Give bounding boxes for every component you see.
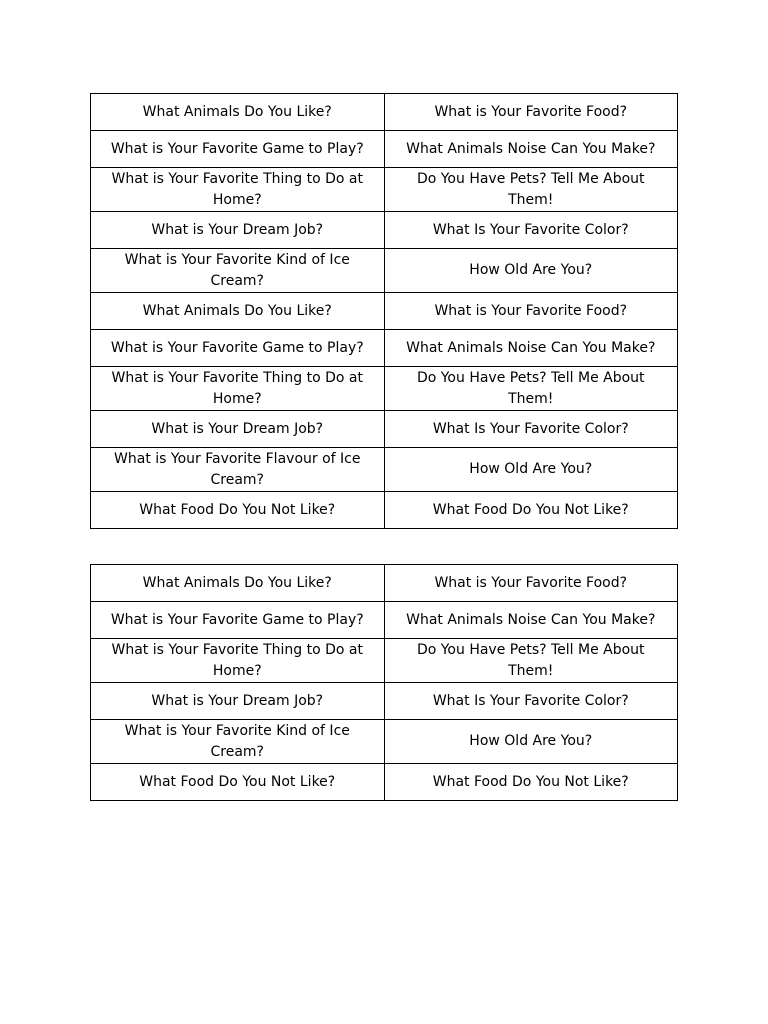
- question-cell: What is Your Favorite Thing to Do at Home?: [91, 639, 385, 683]
- question-cell: What Food Do You Not Like?: [384, 764, 678, 801]
- table-row: [91, 411, 678, 448]
- question-cell: What is Your Favorite Game to Play?: [91, 131, 385, 168]
- question-table-1: [90, 93, 678, 529]
- question-cell: What is Your Favorite Game to Play?: [91, 330, 385, 367]
- table-row: [91, 293, 678, 330]
- table-row: [91, 720, 678, 764]
- question-cell: Do You Have Pets? Tell Me About Them!: [384, 367, 678, 411]
- question-cell: How Old Are You?: [384, 448, 678, 492]
- question-cell: What is Your Favorite Flavour of Ice Cream?: [91, 448, 385, 492]
- table-row: [91, 602, 678, 639]
- question-cell: What is Your Favorite Kind of Ice Cream?: [91, 249, 385, 293]
- question-cell: What is Your Favorite Food?: [384, 94, 678, 131]
- question-cell: What is Your Favorite Thing to Do at Home?: [91, 168, 385, 212]
- question-cell: What is Your Favorite Food?: [384, 565, 678, 602]
- question-cell: What Food Do You Not Like?: [91, 492, 385, 529]
- question-cell: What Food Do You Not Like?: [91, 764, 385, 801]
- question-cell: What is Your Dream Job?: [91, 683, 385, 720]
- question-cell: How Old Are You?: [384, 720, 678, 764]
- question-cell: Do You Have Pets? Tell Me About Them!: [384, 168, 678, 212]
- table-row: [91, 764, 678, 801]
- table-row: [91, 94, 678, 131]
- table-row: [91, 131, 678, 168]
- question-cell: What is Your Favorite Food?: [384, 293, 678, 330]
- question-cell: What is Your Dream Job?: [91, 212, 385, 249]
- table-row: [91, 639, 678, 683]
- table-row: [91, 168, 678, 212]
- question-cell: What Animals Noise Can You Make?: [384, 330, 678, 367]
- table-row: [91, 330, 678, 367]
- question-cell: What Is Your Favorite Color?: [384, 212, 678, 249]
- question-cell: What is Your Dream Job?: [91, 411, 385, 448]
- question-cell: What Animals Do You Like?: [91, 565, 385, 602]
- question-cell: What Animals Do You Like?: [91, 94, 385, 131]
- table-row: [91, 683, 678, 720]
- question-cell: What Is Your Favorite Color?: [384, 411, 678, 448]
- question-cell: What Animals Noise Can You Make?: [384, 602, 678, 639]
- question-cell: What Animals Do You Like?: [91, 293, 385, 330]
- question-cell: What Food Do You Not Like?: [384, 492, 678, 529]
- question-cell: Do You Have Pets? Tell Me About Them!: [384, 639, 678, 683]
- table-row: [91, 448, 678, 492]
- question-cell: How Old Are You?: [384, 249, 678, 293]
- question-cell: What Animals Noise Can You Make?: [384, 131, 678, 168]
- table-row: [91, 212, 678, 249]
- question-cell: What is Your Favorite Game to Play?: [91, 602, 385, 639]
- table-row: [91, 565, 678, 602]
- table-row: [91, 367, 678, 411]
- question-table-2: [90, 564, 678, 801]
- question-cell: What Is Your Favorite Color?: [384, 683, 678, 720]
- question-cell: What is Your Favorite Thing to Do at Home?: [91, 367, 385, 411]
- table-row: [91, 492, 678, 529]
- table-row: [91, 249, 678, 293]
- question-cell: What is Your Favorite Kind of Ice Cream?: [91, 720, 385, 764]
